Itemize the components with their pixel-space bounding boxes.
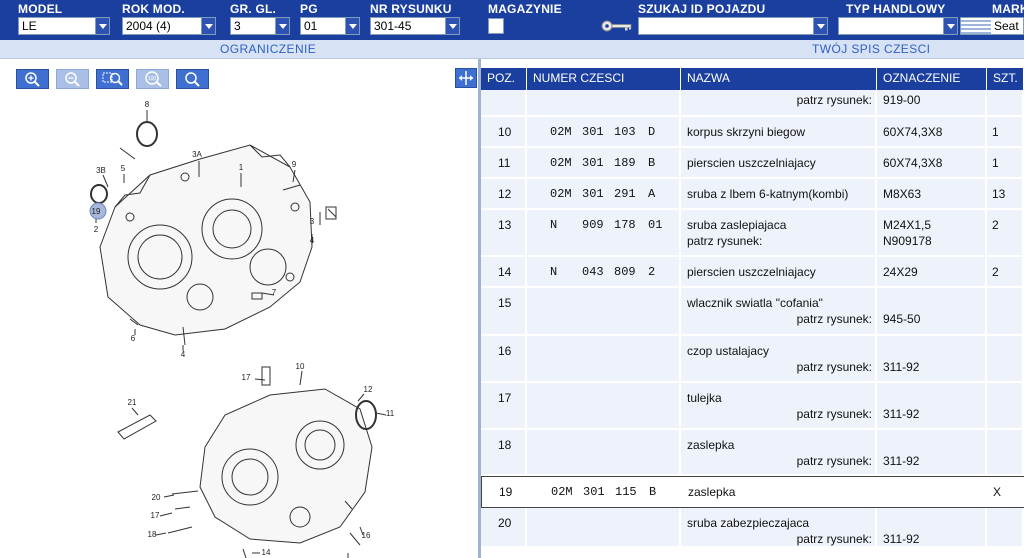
row-part-p4: 01 <box>648 218 663 232</box>
diagram-callout[interactable]: 17 <box>150 511 160 520</box>
row-part-p1: 02M <box>550 187 572 201</box>
diagram-callout[interactable]: 16 <box>361 531 371 540</box>
diagram-callout[interactable]: 9 <box>291 160 297 169</box>
table-cell <box>878 477 988 507</box>
row-patrz-label: patrz rysunek: <box>796 454 872 468</box>
row-poz: 12 <box>498 187 512 201</box>
ograniczenie-title: OGRANICZENIE <box>220 42 317 56</box>
marka-select[interactable] <box>960 17 1024 35</box>
diagram-callout[interactable]: 7 <box>271 288 277 297</box>
row-poz: 20 <box>498 516 512 530</box>
parts-list-title: TWÓJ SPIS CZESCI <box>812 42 931 56</box>
row-poz: 14 <box>498 265 512 279</box>
table-cell <box>527 430 681 474</box>
row-patrz-ref[interactable]: 311-92 <box>883 360 920 374</box>
filter-bar <box>0 0 1029 40</box>
table-cell <box>987 508 1024 546</box>
exploded-diagram[interactable] <box>0 97 478 558</box>
row-poz: 17 <box>498 391 512 405</box>
row-szt: 1 <box>992 156 999 170</box>
row-patrz-ref[interactable]: 311-92 <box>883 407 920 421</box>
table-row[interactable] <box>481 257 1024 288</box>
svg-text:100: 100 <box>147 76 156 82</box>
rok-mod-value: 2004 (4) <box>126 19 171 33</box>
row-poz: 19 <box>499 485 513 499</box>
szukaj-filter <box>638 0 828 40</box>
row-oznaczenie: 60X74,3X8 <box>883 125 943 139</box>
table-cell <box>681 210 877 255</box>
row-part-p3: 189 <box>614 156 636 170</box>
magazynie-checkbox[interactable] <box>488 18 504 34</box>
row-patrz-ref[interactable]: 919-00 <box>883 93 921 107</box>
row-part-p1: N <box>550 218 558 232</box>
table-row[interactable] <box>481 336 1024 383</box>
row-nazwa: tulejka <box>687 391 722 405</box>
parts-table <box>481 59 1024 558</box>
row-part-p2: 301 <box>582 156 604 170</box>
row-part-p2: 301 <box>582 187 604 201</box>
table-row[interactable] <box>481 508 1024 548</box>
row-patrz-label: patrz rysunek: <box>796 312 872 326</box>
chevron-down-icon[interactable] <box>445 18 459 34</box>
row-oznaczenie-2: N909178 <box>883 234 932 248</box>
marka-label: MARK <box>992 2 1029 16</box>
row-nazwa: korpus skrzyni biegow <box>687 125 806 139</box>
table-row[interactable] <box>481 476 1024 508</box>
chevron-down-icon[interactable] <box>345 18 359 34</box>
table-cell <box>527 508 681 546</box>
row-patrz-label: patrz rysunek: <box>796 360 872 374</box>
table-cell <box>481 288 527 334</box>
diagram-callout[interactable]: 6 <box>130 334 136 343</box>
row-nazwa: pierscien uszczelniajacy <box>687 156 816 170</box>
magazynie-label: MAGAZYNIE <box>488 2 562 16</box>
pg-label: PG <box>300 2 318 16</box>
table-cell <box>877 336 987 381</box>
table-cell <box>681 336 877 381</box>
table-cell <box>481 210 527 255</box>
col-szt[interactable]: SZT. <box>987 68 1024 90</box>
row-szt: 13 <box>992 187 1006 201</box>
split-toggle-button[interactable] <box>455 68 477 88</box>
key-icon[interactable] <box>600 18 634 34</box>
zoom-area-button[interactable] <box>96 69 129 89</box>
col-poz[interactable]: POZ. <box>481 68 527 90</box>
chevron-down-icon[interactable] <box>95 18 109 34</box>
row-patrz-ref[interactable]: 311-92 <box>883 454 920 468</box>
gr-gl-select[interactable] <box>230 17 290 35</box>
table-cell <box>481 430 527 474</box>
row-patrz-label: patrz rysunek: <box>796 532 872 546</box>
model-value: LE <box>22 19 37 33</box>
rok-mod-filter <box>122 0 216 40</box>
row-part-p3: 103 <box>614 125 636 139</box>
row-poz: 10 <box>498 125 512 139</box>
nr-rysunku-select[interactable] <box>370 17 460 35</box>
row-poz: 18 <box>498 438 512 452</box>
table-cell <box>987 288 1024 334</box>
pg-filter <box>300 0 360 40</box>
table-cell <box>481 90 527 115</box>
diagram-callout[interactable]: 12 <box>363 385 373 394</box>
table-cell <box>527 336 681 381</box>
section-header <box>0 40 1024 59</box>
row-nazwa: pierscien uszczelniajacy <box>687 265 816 279</box>
zoom-100-icon <box>142 71 164 87</box>
row-part-p1: 02M <box>550 156 572 170</box>
zoom-toolbar <box>16 69 209 89</box>
row-part-p2: 909 <box>582 218 604 232</box>
diagram-callout[interactable]: 2 <box>93 225 99 234</box>
row-part-p4: A <box>648 187 656 201</box>
magazynie-filter <box>488 0 578 40</box>
rok-mod-label: ROK MOD. <box>122 2 185 16</box>
model-filter <box>18 0 110 40</box>
row-part-p4: D <box>648 125 656 139</box>
table-row[interactable] <box>481 383 1024 430</box>
row-oznaczenie: 60X74,3X8 <box>883 156 943 170</box>
gr-gl-value: 3 <box>234 19 241 33</box>
table-cell <box>987 430 1024 474</box>
row-part-p2: 043 <box>582 265 604 279</box>
row-nazwa: czop ustalajacy <box>687 344 770 358</box>
table-row[interactable] <box>481 179 1024 210</box>
diagram-callout[interactable]: 4 <box>180 350 186 359</box>
diagram-callout[interactable]: 10 <box>295 362 305 371</box>
search-icon <box>184 71 202 87</box>
rok-mod-select[interactable] <box>122 17 216 35</box>
table-cell <box>877 288 987 334</box>
row-szt: 2 <box>992 265 999 279</box>
table-cell <box>987 210 1024 255</box>
row-patrz-ref[interactable]: 945-50 <box>883 312 921 326</box>
row-nazwa: wlacznik swiatla "cofania" <box>687 296 823 310</box>
split-arrows-icon <box>456 69 476 87</box>
table-cell <box>987 336 1024 381</box>
diagram-callout[interactable]: 17 <box>241 373 251 382</box>
pg-select[interactable] <box>300 17 360 35</box>
diagram-callout[interactable]: 3A <box>192 150 202 159</box>
row-patrz-label: patrz rysunek: <box>687 234 763 248</box>
row-szt: 2 <box>992 218 999 232</box>
row-poz: 13 <box>498 218 512 232</box>
table-cell <box>681 288 877 334</box>
col-nazwa[interactable]: NAZWA <box>681 68 877 90</box>
row-nazwa: sruba z lbem 6-katnym(kombi) <box>687 187 849 201</box>
row-szt: X <box>993 485 1002 499</box>
row-nazwa: sruba zabezpieczajaca <box>687 516 810 530</box>
row-part-p3: 291 <box>614 187 636 201</box>
diagram-callout[interactable]: 11 <box>385 409 395 418</box>
table-cell <box>681 383 877 428</box>
chevron-down-icon[interactable] <box>813 18 827 34</box>
zoom-area-icon <box>102 71 124 87</box>
row-patrz-label: patrz rysunek: <box>796 93 872 107</box>
col-numer[interactable]: NUMER CZESCI <box>527 68 681 90</box>
szukaj-select[interactable] <box>638 17 828 35</box>
row-part-p4: 2 <box>648 265 656 279</box>
table-cell <box>877 383 987 428</box>
row-part-p1: N <box>550 265 558 279</box>
row-patrz-label: patrz rysunek: <box>796 407 872 421</box>
pg-value: 01 <box>304 19 318 33</box>
row-oznaczenie: M8X63 <box>883 187 922 201</box>
row-patrz-ref[interactable]: 311-92 <box>883 532 920 546</box>
nr-rysunku-value: 301-45 <box>374 19 412 33</box>
diagram-callout[interactable]: 3 <box>309 217 315 226</box>
chevron-down-icon[interactable] <box>201 18 215 34</box>
row-nazwa: zaslepka <box>687 438 735 452</box>
diagram-callout[interactable]: 4 <box>309 236 315 245</box>
table-cell <box>527 210 681 255</box>
table-row[interactable] <box>481 210 1024 257</box>
diagram-callout[interactable]: 14 <box>261 548 271 557</box>
table-cell <box>527 383 681 428</box>
table-cell <box>481 383 527 428</box>
row-part-p4: B <box>649 485 657 499</box>
row-nazwa: sruba zaslepiajaca <box>687 218 787 232</box>
table-row[interactable] <box>481 288 1024 336</box>
row-part-p1: 02M <box>551 485 573 499</box>
row-part-p3: 115 <box>615 485 637 499</box>
row-part-p2: 301 <box>582 125 604 139</box>
diagram-pane <box>0 59 478 558</box>
row-part-p3: 178 <box>614 218 636 232</box>
col-oznaczenie[interactable]: OZNACZENIE <box>877 68 987 90</box>
zoom-in-button[interactable] <box>16 69 49 89</box>
table-header <box>481 68 1024 90</box>
row-poz: 16 <box>498 344 512 358</box>
row-szt: 1 <box>992 125 999 139</box>
table-row[interactable] <box>481 117 1024 148</box>
szukaj-label: SZUKAJ ID POJAZDU <box>638 2 766 16</box>
chevron-down-icon[interactable] <box>275 18 289 34</box>
row-poz: 11 <box>498 156 511 170</box>
gr-gl-label: GR. GL. <box>230 2 277 16</box>
row-nazwa: zaslepka <box>688 485 736 499</box>
model-select[interactable] <box>18 17 110 35</box>
zoom-in-icon <box>24 71 42 87</box>
row-part-p1: 02M <box>550 125 572 139</box>
zoom-100-button[interactable] <box>136 69 169 89</box>
typ-handlowy-select[interactable] <box>838 17 958 35</box>
row-part-p4: B <box>648 156 656 170</box>
gr-gl-filter <box>230 0 290 40</box>
table-cell <box>987 383 1024 428</box>
diagram-callout[interactable]: 8 <box>144 100 150 109</box>
marka-filter <box>960 0 1029 40</box>
row-oznaczenie: M24X1,5 <box>883 218 932 232</box>
nr-rysunku-label: NR RYSUNKU <box>370 2 452 16</box>
zoom-out-icon <box>64 71 82 87</box>
table-row[interactable] <box>481 430 1024 476</box>
row-oznaczenie: 24X29 <box>883 265 918 279</box>
chevron-down-icon[interactable] <box>943 18 957 34</box>
table-cell <box>481 336 527 381</box>
table-row[interactable] <box>481 148 1024 179</box>
table-row[interactable] <box>481 90 1024 117</box>
typ-handlowy-filter <box>846 0 958 40</box>
table-cell <box>527 288 681 334</box>
row-poz: 15 <box>498 296 512 310</box>
table-cell <box>877 210 987 255</box>
diagram-callout[interactable]: 19 <box>91 207 101 216</box>
row-part-p2: 301 <box>583 485 605 499</box>
zoom-out-button[interactable] <box>56 69 89 89</box>
diagram-callout[interactable]: 5 <box>120 164 126 173</box>
model-label: MODEL <box>18 2 63 16</box>
diagram-callout[interactable]: 21 <box>127 398 137 407</box>
table-cell <box>527 90 681 115</box>
table-cell <box>987 90 1024 115</box>
row-part-p3: 809 <box>614 265 636 279</box>
search-button[interactable] <box>176 69 209 89</box>
diagram-callout[interactable]: 1 <box>238 163 244 172</box>
diagram-callout[interactable]: 18 <box>147 530 157 539</box>
diagram-callout[interactable]: 3B <box>96 166 106 175</box>
nr-rysunku-filter <box>370 0 460 40</box>
typ-handlowy-label: TYP HANDLOWY <box>846 2 946 16</box>
marka-value: Seat <box>994 19 1019 33</box>
diagram-callout[interactable]: 20 <box>151 493 161 502</box>
lines-icon <box>961 18 991 34</box>
